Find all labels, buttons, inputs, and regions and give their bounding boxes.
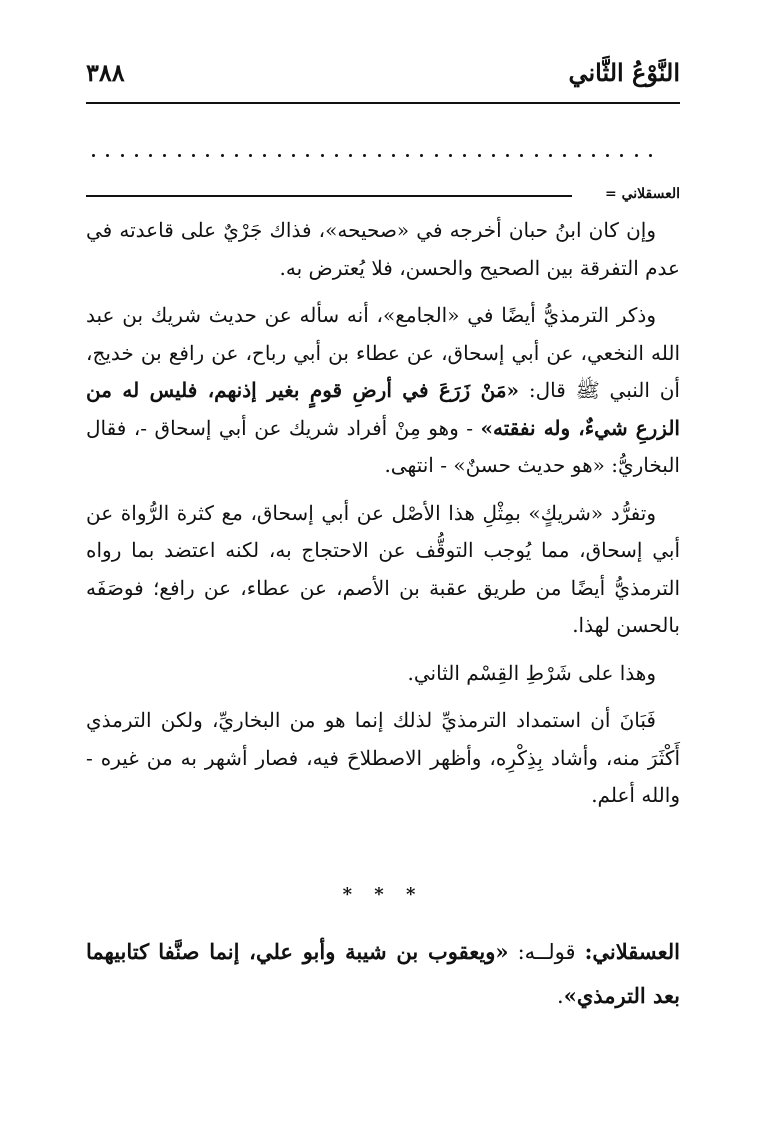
commentary-end: .: [557, 984, 564, 1008]
commentary-quote-line-2: كتابيهما بعد الترمذي»: [86, 939, 680, 1008]
hadith-quote: «مَنْ زَرَعَ في أرضِ قومٍ بغير إذنهم، فليس له من الزرعِ شيءٌ، وله نفقته»: [86, 378, 680, 440]
dot-mark: [592, 154, 595, 157]
paragraph-3: [86, 495, 680, 645]
dot-mark: [420, 154, 423, 157]
dot-mark: [492, 154, 495, 157]
dot-mark: [249, 154, 252, 157]
dot-mark: [449, 154, 452, 157]
paragraph-4-line-1: وهذا على شَرْطِ القِسْم الثاني.: [407, 660, 656, 685]
paragraph-5-line-3: والله أعلم.: [591, 783, 680, 807]
dot-mark: [235, 154, 238, 157]
page-header: [86, 58, 680, 98]
commentary-speaker: العسقلاني:: [584, 939, 680, 964]
dot-mark: [292, 154, 295, 157]
section-label: العسقلاني =: [604, 186, 680, 202]
paragraph-5-line-2: أَكْثَرَ منه، وأشاد بِذِكْرِه، وأظهر الاصطلاحَ فيه، فصار أشهر به من غيره -: [86, 745, 680, 770]
paragraph-1-line-1: وإن كان ابنُ حبان أخرجه في «صحيحه»، فذاك جَرْيٌ على قاعدته: [119, 218, 656, 242]
commentary-quote-line-1: «ويعقوب بن شيبة وأبو علي، إنما صنَّفا: [158, 939, 509, 964]
dot-mark: [149, 154, 152, 157]
paragraph-5-line-1: فَبَانَ أن استمداد الترمذيِّ لذلك إنما هو من البخاريِّ، ولكن الترمذي: [86, 708, 656, 732]
paragraph-2-line-5: فقال البخاريُّ: «هو حديث حسنٌ» - انتهى.: [86, 415, 680, 477]
commentary-paragraph: [86, 930, 680, 1018]
dot-mark: [263, 154, 266, 157]
dot-mark: [506, 154, 509, 157]
dot-mark: [363, 154, 366, 157]
header-rule: [86, 102, 680, 104]
section-separator: * * *: [342, 884, 424, 905]
section-rule: [86, 195, 572, 197]
paragraph-4: [86, 655, 680, 693]
page-number: ٣٨٨: [86, 58, 125, 87]
dot-mark: [635, 154, 638, 157]
paragraph-2-line-3: خديج، أن النبي ﷺ قال:: [86, 340, 680, 402]
body-text: [86, 212, 680, 815]
dot-mark: [435, 154, 438, 157]
dot-mark: [335, 154, 338, 157]
dot-mark: [121, 154, 124, 157]
running-title: النَّوْعُ الثَّاني: [568, 58, 680, 87]
paragraph-1-line-2: في عدم التفرقة بين الصحيح والحسن، فلا يُعترض به.: [86, 218, 680, 280]
paragraph-1: [86, 212, 680, 287]
paragraph-3-line-3: رواه الترمذيُّ أيضًا من طريق عقبة بن الأصم، عن عطاء، عن رافع؛: [86, 538, 681, 600]
paragraph-2-line-1: وذكر الترمذيُّ أيضًا في «الجامع»، أنه سأله عن حديث شريك بن: [122, 303, 656, 327]
dot-mark: [135, 154, 138, 157]
dotted-separator: [92, 146, 652, 166]
paragraph-2: [86, 297, 680, 485]
commentary-block: [86, 930, 680, 1018]
dot-mark: [649, 154, 652, 157]
dot-mark: [378, 154, 381, 157]
dot-mark: [478, 154, 481, 157]
dot-mark: [620, 154, 623, 157]
dot-mark: [606, 154, 609, 157]
dot-mark: [535, 154, 538, 157]
dot-mark: [349, 154, 352, 157]
dot-mark: [178, 154, 181, 157]
paragraph-2-line-2: عبد الله النخعي، عن أبي إسحاق، عن عطاء بن أبي رباح، عن رافع بن: [86, 303, 680, 365]
dot-mark: [406, 154, 409, 157]
dot-mark: [278, 154, 281, 157]
dot-mark: [578, 154, 581, 157]
dot-mark: [92, 154, 95, 157]
section-label-row: [86, 186, 680, 208]
paragraph-3-line-1: وتفرُّد «شريكٍ» بمِثْلِ هذا الأصْل عن أبي إسحاق، مع كثرة الرُّواة: [120, 500, 656, 525]
dot-mark: [221, 154, 224, 157]
commentary-intro: قولـ‍ـه:: [508, 940, 585, 964]
dot-mark: [321, 154, 324, 157]
dot-mark: [206, 154, 209, 157]
paragraph-3-line-4: فوصَفَه بالحسن لهذا.: [86, 575, 680, 637]
dot-mark: [392, 154, 395, 157]
dot-mark: [106, 154, 109, 157]
dot-mark: [463, 154, 466, 157]
dot-mark: [192, 154, 195, 157]
dot-mark: [163, 154, 166, 157]
dot-mark: [563, 154, 566, 157]
dot-mark: [520, 154, 523, 157]
paragraph-5: [86, 702, 680, 815]
paragraph-2-line-4: - وهو مِنْ أفراد شريك عن أبي إسحاق -،: [133, 415, 481, 440]
dot-mark: [306, 154, 309, 157]
dot-mark: [549, 154, 552, 157]
paragraph-3-line-2: عن أبي إسحاق، مما يُوجب التوقُّف عن الاحتجاج به، لكنه اعتضد بما: [86, 500, 681, 562]
